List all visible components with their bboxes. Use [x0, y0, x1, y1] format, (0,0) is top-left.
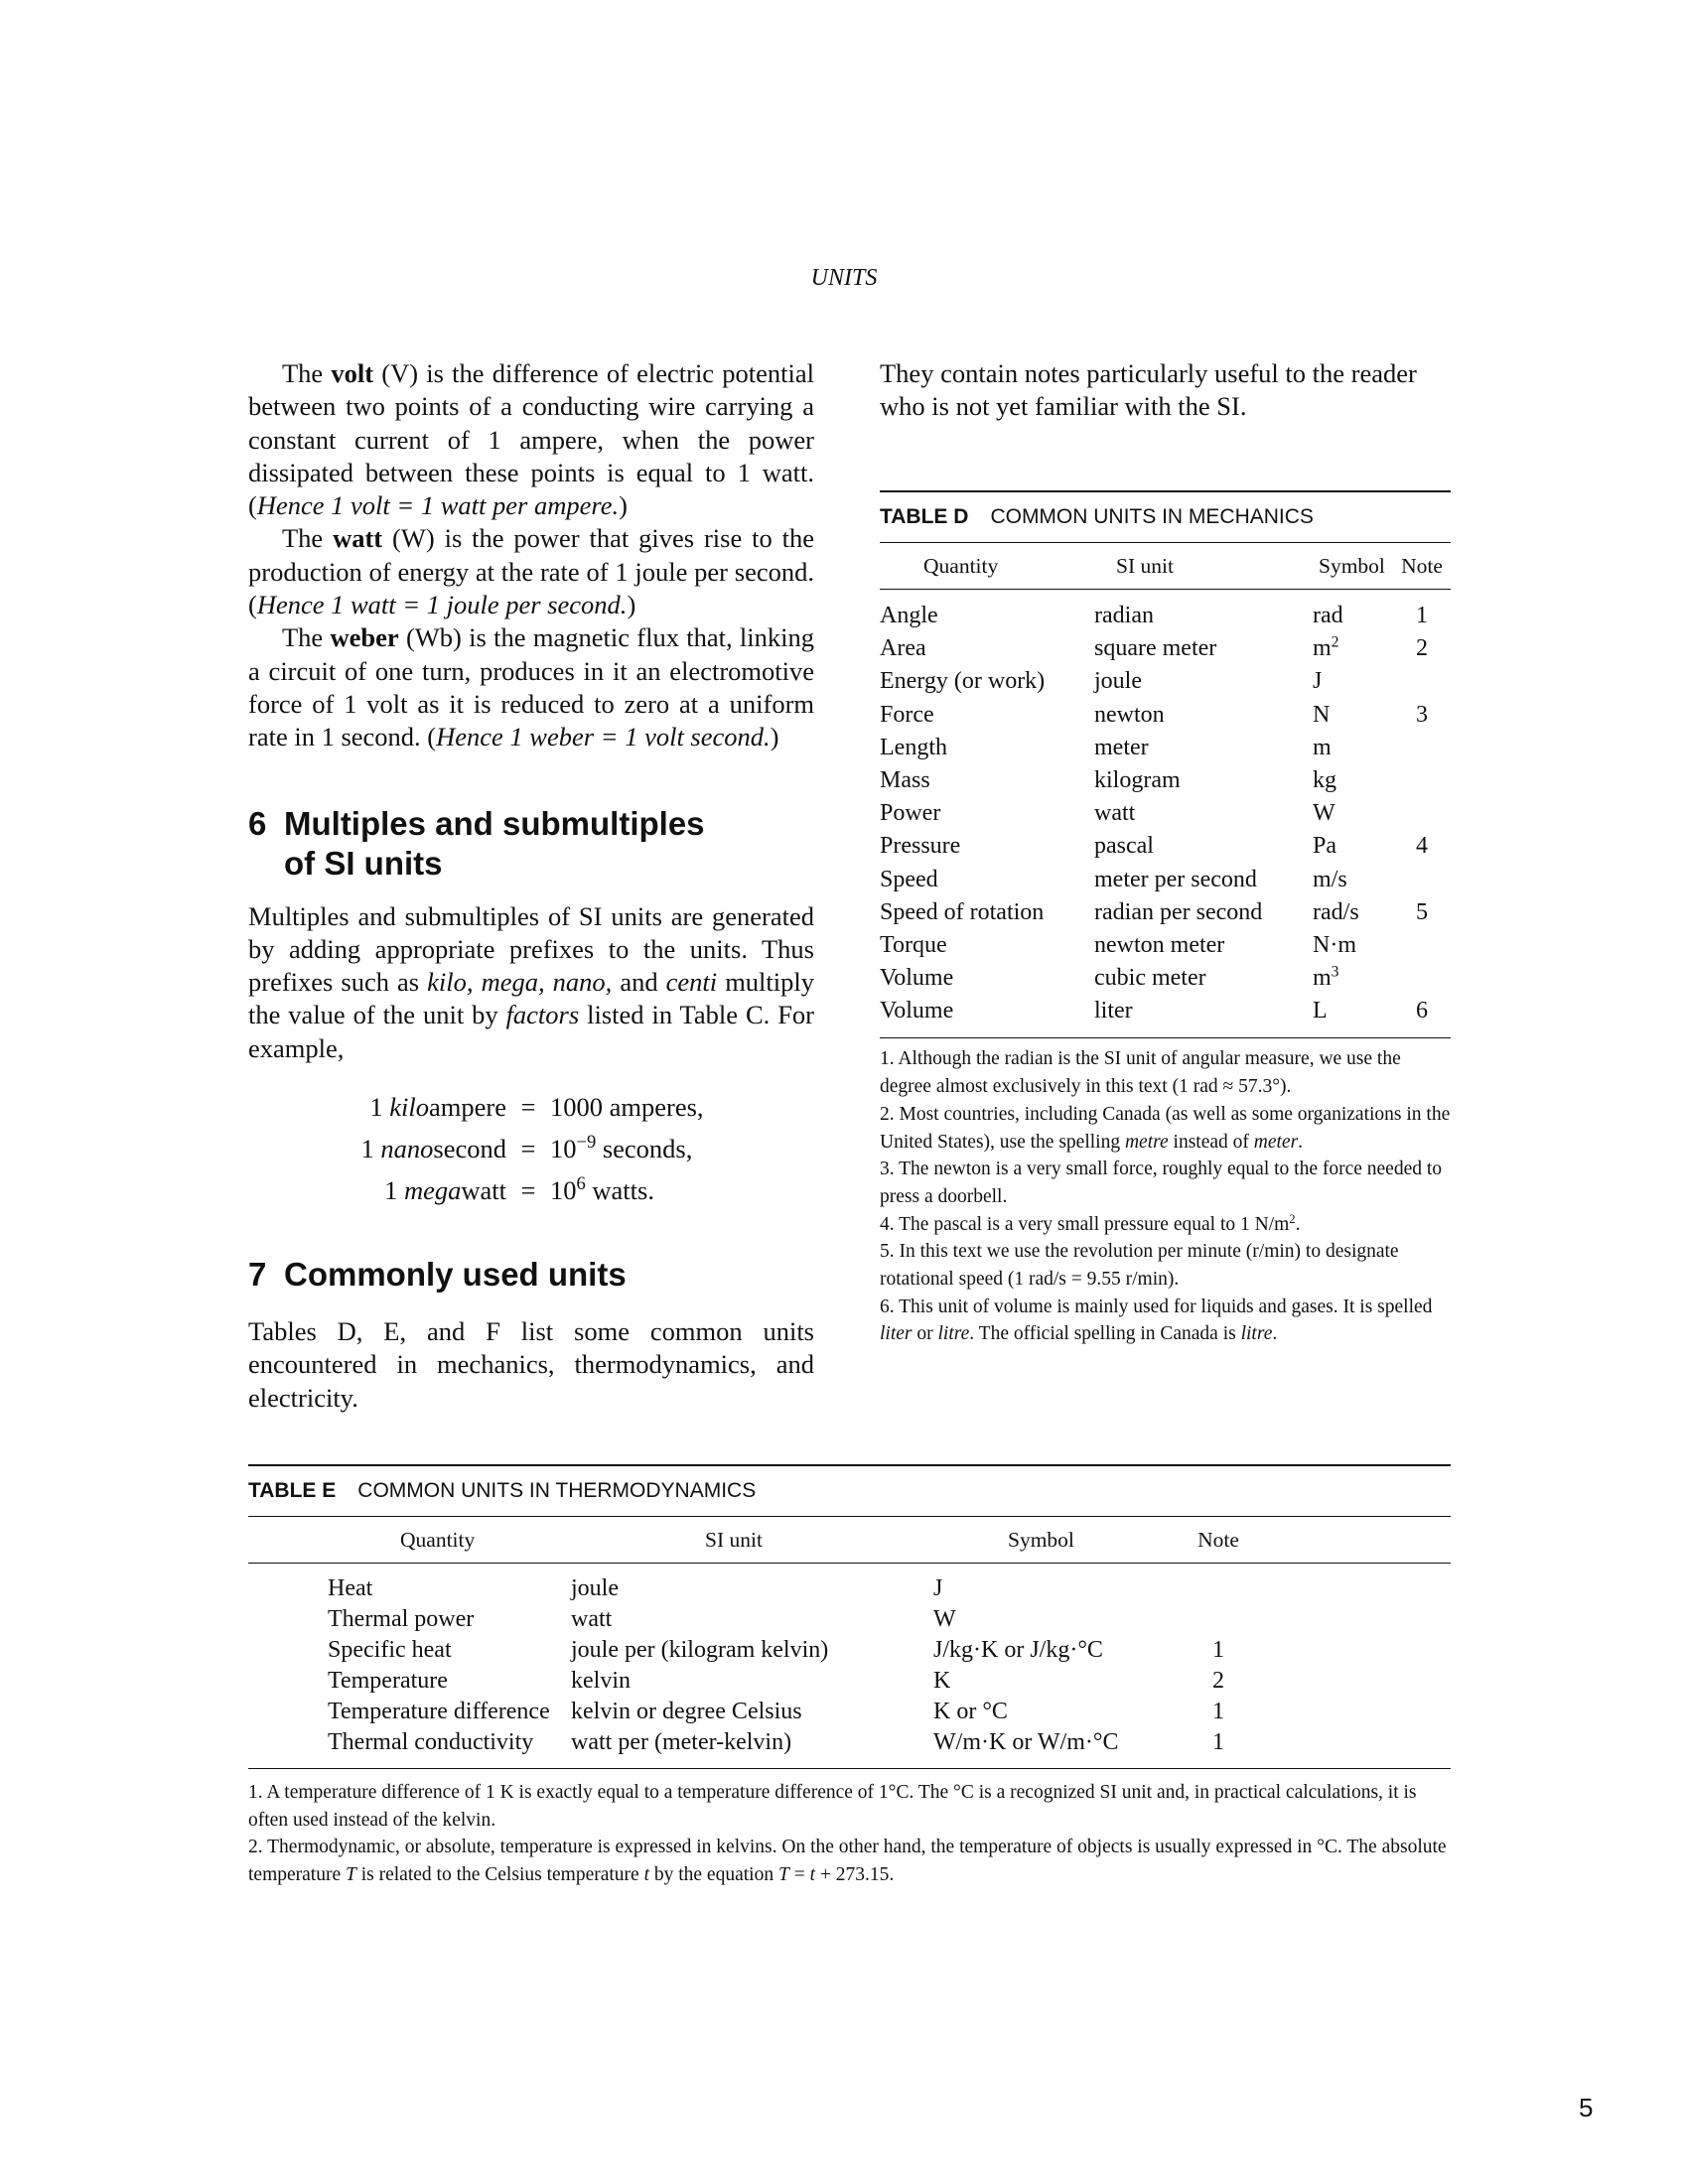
section-7-heading: 7 Commonly used units [248, 1256, 627, 1294]
column-header-note: Note [1401, 554, 1443, 578]
table-header-row [248, 1517, 1451, 1563]
table-row: Energy (or work) joule J [880, 668, 1323, 695]
table-note: 2. Thermodynamic, or absolute, temperature is expressed in kelvins. On the other hand, the temperature of objects is usually expressed in °C. The absolute temperature T is related to the Celsius temperature t by the equation T = t + 273.15. [248, 1837, 1447, 1886]
term-volt: volt [331, 358, 374, 388]
table-row: Volume liter L 6 [880, 998, 1428, 1024]
column-header-quantity: Quantity [923, 554, 999, 578]
equation-row: 1 megawatt = $10^6$ watts. [384, 1172, 654, 1206]
page-number: 5 [1579, 2093, 1594, 2122]
table-note: 3. The newton is a very small force, roughly equal to the force needed to press a doorbell. [880, 1159, 1443, 1207]
table-row: Force newton N 3 [880, 701, 1428, 728]
watt-definition: The watt (W) is the power that gives rise to the production of energy at the rate of 1 joule per second. (Hence 1 watt = 1 joule per second.) [248, 523, 815, 620]
table-row: Heat joule J [328, 1575, 943, 1601]
table-note: 5. In this text we use the revolution per minute (r/min) to designate rotational speed (1 rad/s = 9.55 r/min). [880, 1241, 1399, 1291]
table-row: Power watt W [880, 800, 1336, 827]
prefix-equations [248, 1086, 814, 1211]
table-body [880, 590, 1451, 1037]
table-row: Volume cubic meter $m^3$ [880, 963, 1339, 992]
table-row: Speed meter per second m/s [880, 866, 1347, 892]
table-row: Pressure pascal Pa 4 [880, 833, 1428, 860]
table-row: Temperature kelvin K 2 [328, 1668, 1224, 1694]
column-header-unit: SI unit [705, 1528, 763, 1552]
term-watt: watt [333, 523, 383, 554]
table-notes [880, 1038, 1451, 1348]
equation-row: 1 kiloampere = 1000 amperes, [369, 1092, 704, 1123]
table-header-row [880, 543, 1451, 589]
column-header-quantity: Quantity [400, 1528, 476, 1552]
table-row: Mass kilogram kg [880, 766, 1336, 793]
term-weber: weber [330, 622, 399, 653]
right-column [880, 357, 1451, 424]
weber-definition: The weber (Wb) is the magnetic flux that, linking a circuit of one turn, produces in it an electromotive force of 1 volt as it is reduced to zero at a uniform rate in 1 second. (Hence 1 weber = 1 volt second.) [248, 622, 814, 752]
table-body [248, 1564, 1451, 1768]
table-row: Thermal conductivity watt per (meter-kelvin) W/m·K or W/m·°C 1 [328, 1729, 1224, 1755]
table-title: COMMON UNITS IN THERMODYNAMICS [357, 1479, 757, 1502]
table-row: Thermal power watt W [328, 1606, 956, 1632]
left-column [248, 357, 814, 1415]
table-note: 4. The pascal is a very small pressure equal to 1 $N/m^2$. [880, 1211, 1301, 1235]
table-row: Angle radian rad 1 [880, 603, 1428, 628]
table-row: Temperature difference kelvin or degree Celsius K or °C 1 [328, 1699, 1224, 1724]
table-label: TABLE E [248, 1479, 337, 1502]
section-6-heading: 6 Multiples and submultiples of SI units [248, 804, 705, 882]
table-row: Speed of rotation radian per second rad/s 5 [880, 898, 1428, 925]
section-7-body: Tables D, E, and F list some common units encountered in mechanics, thermodynamics, and electricity. [248, 1316, 814, 1413]
table-label: TABLE D [880, 505, 969, 528]
equation-row: 1 nanosecond = $10^{-9}$ seconds, [360, 1131, 693, 1164]
column-header-symbol: Symbol [1008, 1528, 1074, 1552]
table-caption [880, 492, 1451, 542]
table-row: Torque newton meter N·m [880, 931, 1356, 958]
section-6-body: Multiples and submultiples of SI units are generated by adding appropriate prefixes to the units. Thus prefixes such as kilo, mega, nano, and centi multiply the value of the unit by factors listed in Table C. For example, [248, 900, 815, 1063]
volt-definition: The volt (V) is the difference of electric potential between two points of a conducting wire carrying a constant current of 1 ampere, when the power dissipated between these points is equal to 1 watt. (Hence 1 volt = 1 watt per ampere.) [248, 358, 814, 521]
column-header-note: Note [1197, 1528, 1239, 1552]
table-title: COMMON UNITS IN MECHANICS [990, 505, 1314, 528]
table-e [248, 1464, 1451, 1889]
column-header-unit: SI unit [1116, 554, 1174, 578]
right-intro-text: They contain notes particularly useful to the reader who is not yet familiar with the SI. [880, 358, 1417, 422]
table-row: Area square meter $m^2$ 2 [880, 633, 1428, 662]
table-caption [248, 1466, 1451, 1516]
table-d [880, 490, 1451, 1348]
column-header-symbol: Symbol [1319, 554, 1385, 578]
table-row: Length meter m [880, 734, 1332, 760]
table-note: 1. A temperature difference of 1 K is exactly equal to a temperature difference of 1°C. The °C is a recognized SI unit and, in practical calculations, it is often used instead of the kelvin. [248, 1782, 1417, 1831]
table-row: Specific heat joule per (kilogram kelvin) J/kg·K or J/kg·°C 1 [328, 1637, 1224, 1663]
table-notes [248, 1769, 1451, 1889]
running-head: UNITS [810, 265, 878, 291]
table-note: 1. Although the radian is the SI unit of angular measure, we use the degree almost exclusively in this text (1 rad ≈ 57.3°). [880, 1048, 1401, 1098]
table-note: 6. This unit of volume is mainly used for liquids and gases. It is spelled liter or litre. The official spelling in Canada is litre. [880, 1296, 1433, 1345]
table-note: 2. Most countries, including Canada (as well as some organizations in the United States), use the spelling metre instead of meter. [880, 1103, 1451, 1153]
